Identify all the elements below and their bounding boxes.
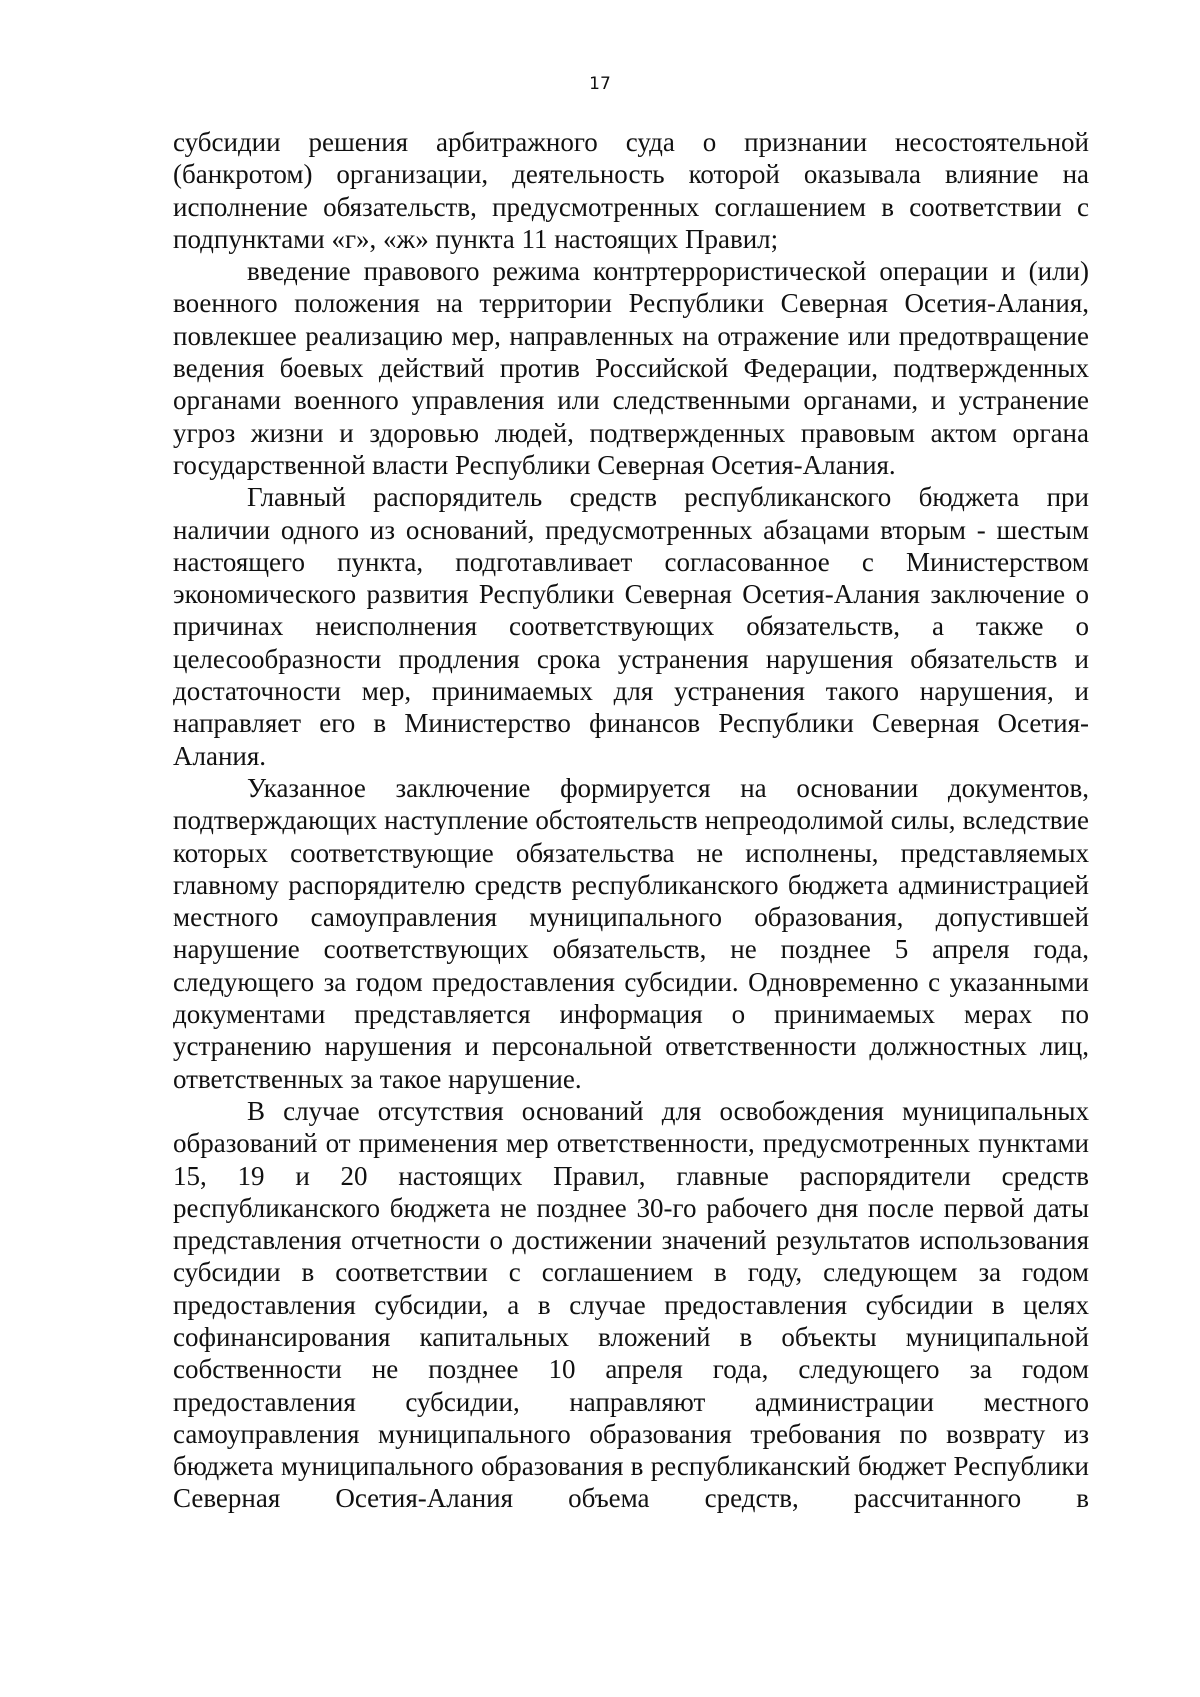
document-body [173,126,1089,1515]
paragraph-chief-administrator-conclusion: Главный распорядитель средств республиканского бюджета при наличии одного из оснований, предусмотренных абзацами вторым - шестым настоящего пункта, подготавливает согласованное с Министерством экономического развития Республики Северная Осетия-Алания заключение о причинах неисполнения соответствующих обязательств, а также о целесообразности продления срока устранения нарушения обязательств и достаточности мер, принимаемых для устранения такого нарушения, и направляет его в Министерство финансов Республики Северная Осетия-Алания. [173,482,1089,771]
page-number: 17 [589,74,611,94]
paragraph-counterterrorism-regime: введение правового режима контртеррористической операции и (или) военного положения на территории Республики Северная Осетия-Алания, повлекшее реализацию мер, направленных на отражение или предотвращение ведения боевых действий против Российской Федерации, подтвержденных органами военного управления или следственными органами, и устранение угроз жизни и здоровью людей, подтвержденных правовым актом органа государственной власти Республики Северная Осетия-Алания. [173,256,1089,480]
paragraph-no-grounds-refund: В случае отсутствия оснований для освобождения муниципальных образований от применения мер ответственности, предусмотренных пунктами 15, 19 и 20 настоящих Правил, главные распорядители средств республиканского бюджета не позднее 30-го рабочего дня после первой даты представления отчетности о достижении значений результатов использования субсидии в соответствии с соглашением в году, следующем за годом предоставления субсидии, а в случае предоставления субсидии в целях софинансирования капитальных вложений в объекты муниципальной собственности не позднее 10 апреля года, следующего за годом предоставления субсидии, направляют администрации местного самоуправления муниципального образования требования по возврату из бюджета муниципального образования в республиканский бюджет Республики Северная Осетия-Алания объема средств, рассчитанного в [173,1095,1089,1514]
paragraph-conclusion-documents: Указанное заключение формируется на основании документов, подтверждающих наступление обстоятельств непреодолимой силы, вследствие которых соответствующие обязательства не исполнены, представляемых главному распорядителю средств республиканского бюджета администрацией местного самоуправления муниципального образования, допустившей нарушение соответствующих обязательств, не позднее 5 апреля года, следующего за годом предоставления субсидии. Одновременно с указанными документами представляется информация о принимаемых мерах по устранению нарушения и персональной ответственности должностных лиц, ответственных за такое нарушение. [173,772,1089,1094]
paragraph-continuation: субсидии решения арбитражного суда о признании несостоятельной (банкротом) организации, деятельность которой оказывала влияние на исполнение обязательств, предусмотренных соглашением в соответствии с подпунктами «г», «ж» пункта 11 настоящих Правил; [173,127,1089,254]
